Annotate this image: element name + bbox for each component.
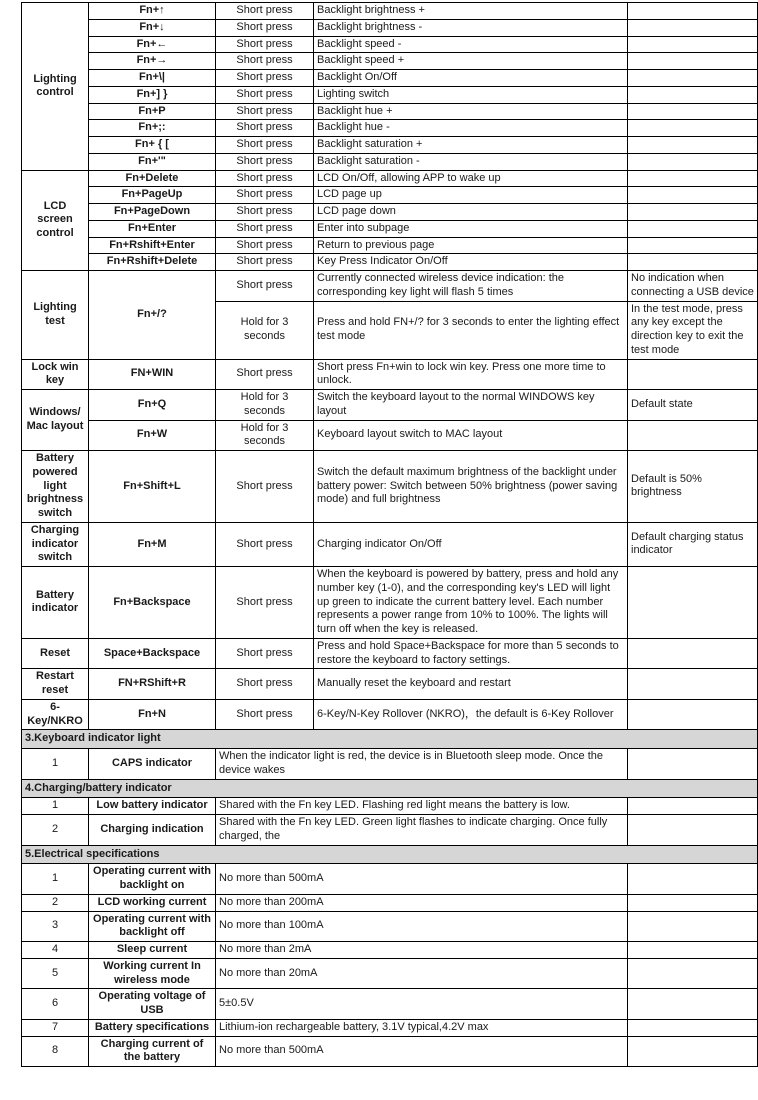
category-cell: 8 (22, 1036, 89, 1067)
desc-cell: Lithium-ion rechargeable battery, 3.1V typical,4.2V max (216, 1019, 628, 1036)
notes-cell (628, 942, 758, 959)
notes-cell (628, 220, 758, 237)
table-row (22, 522, 758, 566)
notes-cell (628, 638, 758, 669)
desc-cell: No more than 2mA (216, 942, 628, 959)
table-row (22, 187, 758, 204)
key-cell: Fn+N (89, 699, 216, 730)
press-cell: Short press (216, 19, 314, 36)
key-cell: Battery specifications (89, 1019, 216, 1036)
section-header-row (22, 730, 758, 749)
category-cell: 5 (22, 958, 89, 989)
document-page (0, 2, 758, 1100)
key-cell: Fn+Delete (89, 170, 216, 187)
table-row (22, 204, 758, 221)
notes-cell (628, 103, 758, 120)
notes-cell (628, 170, 758, 187)
notes-cell: Default is 50% brightness (628, 451, 758, 523)
category-cell: Lighting control (22, 3, 89, 171)
table-row (22, 1019, 758, 1036)
press-cell: Hold for 3 seconds (216, 390, 314, 421)
press-cell: Short press (216, 522, 314, 566)
table-row (22, 1036, 758, 1067)
table-row (22, 3, 758, 20)
desc-cell: LCD page down (314, 204, 628, 221)
table-row (22, 451, 758, 523)
section-header: 4.Charging/battery indicator (22, 779, 758, 798)
notes-cell: In the test mode, press any key except the direction key to exit the test mode (628, 301, 758, 359)
press-cell: Short press (216, 153, 314, 170)
press-cell: Short press (216, 137, 314, 154)
notes-cell (628, 53, 758, 70)
notes-cell (628, 19, 758, 36)
table-row (22, 237, 758, 254)
key-cell: Fn+Rshift+Delete (89, 254, 216, 271)
press-cell: Short press (216, 86, 314, 103)
key-cell: Fn+;: (89, 120, 216, 137)
key-cell: Space+Backspace (89, 638, 216, 669)
desc-cell: When the indicator light is red, the device is in Bluetooth sleep mode. Once the device wakes (216, 749, 628, 780)
desc-cell: Manually reset the keyboard and restart (314, 669, 628, 700)
notes-cell (628, 3, 758, 20)
press-cell: Short press (216, 120, 314, 137)
table-row (22, 137, 758, 154)
key-cell: LCD working current (89, 894, 216, 911)
notes-cell (628, 815, 758, 846)
key-cell: Charging current of the battery (89, 1036, 216, 1067)
key-cell: Fn+P (89, 103, 216, 120)
key-cell: Sleep current (89, 942, 216, 959)
notes-cell (628, 911, 758, 942)
spec-table (21, 2, 758, 1067)
desc-cell: Backlight hue - (314, 120, 628, 137)
notes-cell: Default charging status indicator (628, 522, 758, 566)
table-row (22, 390, 758, 421)
key-cell: Fn+W (89, 420, 216, 451)
key-cell: FN+WIN (89, 359, 216, 390)
section-header: 5.Electrical specifications (22, 845, 758, 864)
desc-cell: Press and hold Space+Backspace for more than 5 seconds to restore the keyboard to factory settings. (314, 638, 628, 669)
table-row (22, 103, 758, 120)
table-row (22, 798, 758, 815)
key-cell: Fn+→ (89, 53, 216, 70)
press-cell: Short press (216, 36, 314, 53)
table-row (22, 942, 758, 959)
category-cell: 4 (22, 942, 89, 959)
press-cell: Short press (216, 237, 314, 254)
notes-cell (628, 1036, 758, 1067)
table-row (22, 170, 758, 187)
notes-cell (628, 567, 758, 639)
key-cell: Fn+\| (89, 70, 216, 87)
desc-cell: Shared with the Fn key LED. Flashing red light means the battery is low. (216, 798, 628, 815)
category-cell: 2 (22, 894, 89, 911)
desc-cell: Currently connected wireless device indication: the corresponding key light will flash 5 times (314, 271, 628, 302)
table-row (22, 894, 758, 911)
desc-cell: 5±0.5V (216, 989, 628, 1020)
desc-cell: Backlight brightness + (314, 3, 628, 20)
press-cell: Short press (216, 204, 314, 221)
desc-cell: Return to previous page (314, 237, 628, 254)
press-cell: Hold for 3 seconds (216, 420, 314, 451)
desc-cell: No more than 200mA (216, 894, 628, 911)
table-row (22, 420, 758, 451)
desc-cell: Backlight brightness - (314, 19, 628, 36)
press-cell: Hold for 3 seconds (216, 301, 314, 359)
desc-cell: Switch the default maximum brightness of the backlight under battery power: Switch between 50% brightness (power saving mode) and full brightness (314, 451, 628, 523)
notes-cell (628, 204, 758, 221)
press-cell: Short press (216, 669, 314, 700)
press-cell: Short press (216, 254, 314, 271)
desc-cell: Keyboard layout switch to MAC layout (314, 420, 628, 451)
desc-cell: When the keyboard is powered by battery, press and hold any number key (1-0), and the corresponding key's LED will light up green to indicate the current battery level. Each number represents a power range from 10% to 100%. The lights will turn off when the key is released. (314, 567, 628, 639)
notes-cell: Default state (628, 390, 758, 421)
key-cell: Fn+Backspace (89, 567, 216, 639)
table-row (22, 86, 758, 103)
key-cell: Working current In wireless mode (89, 958, 216, 989)
table-row (22, 749, 758, 780)
table-row (22, 220, 758, 237)
table-row (22, 699, 758, 730)
category-cell: Lock win key (22, 359, 89, 390)
key-cell: Fn+← (89, 36, 216, 53)
press-cell: Short press (216, 220, 314, 237)
desc-cell: Backlight saturation - (314, 153, 628, 170)
press-cell: Short press (216, 359, 314, 390)
notes-cell (628, 153, 758, 170)
key-cell: CAPS indicator (89, 749, 216, 780)
category-cell: 6-Key/NKRO (22, 699, 89, 730)
desc-cell: Backlight hue + (314, 103, 628, 120)
desc-cell: LCD page up (314, 187, 628, 204)
key-cell: FN+RShift+R (89, 669, 216, 700)
table-row (22, 815, 758, 846)
notes-cell (628, 120, 758, 137)
notes-cell (628, 420, 758, 451)
key-cell: Fn+] } (89, 86, 216, 103)
notes-cell (628, 254, 758, 271)
table-row (22, 70, 758, 87)
category-cell: Lighting test (22, 271, 89, 360)
category-cell: 3 (22, 911, 89, 942)
desc-cell: Key Press Indicator On/Off (314, 254, 628, 271)
press-cell: Short press (216, 451, 314, 523)
desc-cell: Press and hold FN+/? for 3 seconds to enter the lighting effect test mode (314, 301, 628, 359)
press-cell: Short press (216, 70, 314, 87)
category-cell: 2 (22, 815, 89, 846)
notes-cell (628, 958, 758, 989)
notes-cell (628, 798, 758, 815)
table-row (22, 53, 758, 70)
notes-cell (628, 894, 758, 911)
notes-cell (628, 70, 758, 87)
key-cell: Fn+ { [ (89, 137, 216, 154)
key-cell: Fn+↑ (89, 3, 216, 20)
desc-cell: No more than 500mA (216, 864, 628, 895)
notes-cell (628, 86, 758, 103)
category-cell: Battery powered light brightness switch (22, 451, 89, 523)
desc-cell: 6-Key/N-Key Rollover (NKRO)，the default is 6-Key Rollover (314, 699, 628, 730)
key-cell: Low battery indicator (89, 798, 216, 815)
notes-cell (628, 187, 758, 204)
key-cell: Charging indication (89, 815, 216, 846)
notes-cell (628, 989, 758, 1020)
press-cell: Short press (216, 53, 314, 70)
table-row (22, 958, 758, 989)
desc-cell: No more than 100mA (216, 911, 628, 942)
category-cell: Charging indicator switch (22, 522, 89, 566)
desc-cell: Lighting switch (314, 86, 628, 103)
desc-cell: Enter into subpage (314, 220, 628, 237)
category-cell: Windows/Mac layout (22, 390, 89, 451)
category-cell: LCD screen control (22, 170, 89, 271)
key-cell: Fn+M (89, 522, 216, 566)
desc-cell: Shared with the Fn key LED. Green light flashes to indicate charging. Once fully charged, the (216, 815, 628, 846)
press-cell: Short press (216, 567, 314, 639)
key-cell: Fn+Enter (89, 220, 216, 237)
key-cell: Operating current with backlight on (89, 864, 216, 895)
table-row (22, 120, 758, 137)
section-header-row (22, 845, 758, 864)
desc-cell: Charging indicator On/Off (314, 522, 628, 566)
key-cell: Fn+PageUp (89, 187, 216, 204)
notes-cell (628, 36, 758, 53)
desc-cell: Switch the keyboard layout to the normal WINDOWS key layout (314, 390, 628, 421)
notes-cell (628, 864, 758, 895)
key-cell: Fn+/? (89, 271, 216, 360)
category-cell: 6 (22, 989, 89, 1020)
category-cell: 1 (22, 864, 89, 895)
key-cell: Fn+Q (89, 390, 216, 421)
key-cell: Fn+Shift+L (89, 451, 216, 523)
notes-cell (628, 237, 758, 254)
notes-cell (628, 359, 758, 390)
category-cell: 7 (22, 1019, 89, 1036)
table-row (22, 989, 758, 1020)
key-cell: Operating voltage of USB (89, 989, 216, 1020)
category-cell: Battery indicator (22, 567, 89, 639)
section-header: 3.Keyboard indicator light (22, 730, 758, 749)
notes-cell (628, 749, 758, 780)
desc-cell: Backlight speed - (314, 36, 628, 53)
desc-cell: No more than 20mA (216, 958, 628, 989)
press-cell: Short press (216, 170, 314, 187)
notes-cell (628, 669, 758, 700)
desc-cell: Short press Fn+win to lock win key. Press one more time to unlock. (314, 359, 628, 390)
notes-cell (628, 137, 758, 154)
spec-table-body (22, 3, 758, 1067)
table-row (22, 911, 758, 942)
key-cell: Fn+'" (89, 153, 216, 170)
desc-cell: No more than 500mA (216, 1036, 628, 1067)
desc-cell: Backlight speed + (314, 53, 628, 70)
section-header-row (22, 779, 758, 798)
table-row (22, 864, 758, 895)
table-row (22, 638, 758, 669)
press-cell: Short press (216, 103, 314, 120)
key-cell: Fn+Rshift+Enter (89, 237, 216, 254)
notes-cell (628, 699, 758, 730)
press-cell: Short press (216, 638, 314, 669)
category-cell: Restart reset (22, 669, 89, 700)
notes-cell: No indication when connecting a USB device (628, 271, 758, 302)
press-cell: Short press (216, 271, 314, 302)
table-row (22, 19, 758, 36)
category-cell: Reset (22, 638, 89, 669)
press-cell: Short press (216, 3, 314, 20)
table-row (22, 567, 758, 639)
table-row (22, 254, 758, 271)
notes-cell (628, 1019, 758, 1036)
press-cell: Short press (216, 699, 314, 730)
category-cell: 1 (22, 749, 89, 780)
category-cell: 1 (22, 798, 89, 815)
table-row (22, 153, 758, 170)
key-cell: Fn+PageDown (89, 204, 216, 221)
press-cell: Short press (216, 187, 314, 204)
table-row (22, 36, 758, 53)
key-cell: Operating current with backlight off (89, 911, 216, 942)
table-row (22, 669, 758, 700)
table-row (22, 271, 758, 302)
desc-cell: LCD On/Off, allowing APP to wake up (314, 170, 628, 187)
key-cell: Fn+↓ (89, 19, 216, 36)
desc-cell: Backlight On/Off (314, 70, 628, 87)
desc-cell: Backlight saturation + (314, 137, 628, 154)
table-row (22, 359, 758, 390)
